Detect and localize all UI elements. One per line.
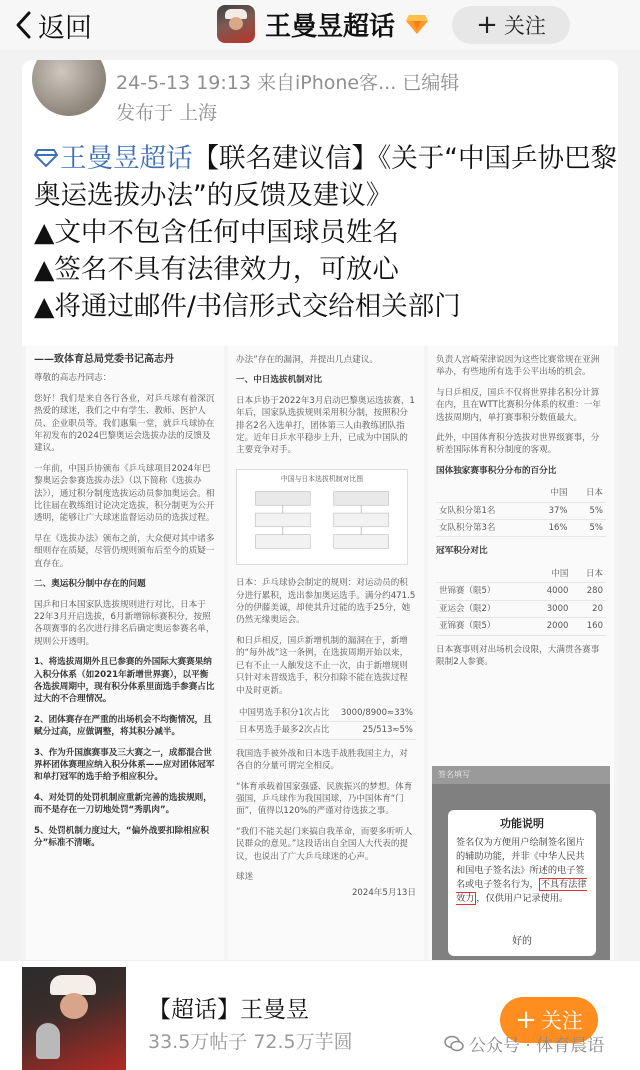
dialog-ok-button: 好的: [512, 935, 532, 947]
comparison-diagram: [236, 469, 408, 565]
letter-page-1: ——致体育总局党委书记高志丹 尊敬的高志丹同志： 您好！我们是来自各行各业，对乒乓球有着深沉热爱的球迷，我们之中有学生、教师、医护人员、企业职员等。我们惠集一堂，就乒乓球协在年初发布的2024巴黎奥运会选拔办法的反馈及建议。 一年前，中国乒协颁布《乒乓球项目2024年巴黎奥运会参赛选拔办法》（以下简称《选拔办法》），通过积分制度选拔运动员参加奥运会。相比往届在教练组讨论决定选拔，积分制更为公开透明，能够让广大球迷监督运动员的选拔过程。 早在《选拔办法》颁布之前，大众便对其中诸多细则存在质疑，尽管仍规则颁布后至今的质疑一直存在。 二、奥运积分制中存在的问题 国乒和日本国家队选拔规则进行对比，日本于22年3月开启选拔，6月新增锦标赛积分，按照各项赛事的名次进行排名后确定奥运参赛名单，规则公开透明。 1、将选拔周期外且已参赛的外国际大赛赛果纳入积分体系（如2021年新增世界赛），以平衡各选拔周期中，现有积分体系里面选手参赛占比过大的不合理情况。 2、团体赛存在严重的出场机会不均衡情况，且赋分过高，应做调整，将其积分减半。 3、作为升国旗赛事及三大赛之一，成都混合世界杯团体赛理应纳入积分体系——应对团体冠军和单打冠军的选手给予相应积分。 4、对处罚的处罚机制应重新完善的选拔规则，而不是存在一刀切地处罚“秀肌肉”。 5、处罚机制力度过大，“偏外战要扣除相应积分”标准不清晰。: [26, 346, 224, 970]
back-label: 返回: [38, 12, 92, 44]
topic-header[interactable]: [217, 5, 429, 43]
follow-topic-button[interactable]: [452, 6, 570, 44]
topic-title: 王曼昱超话: [265, 11, 396, 42]
topic-cover-image: [22, 967, 126, 1070]
post-card: [22, 60, 618, 1070]
follow-label: 关注: [503, 14, 546, 38]
points-share-table: 中国 日本 女队积分第1名 37% 5% 女队积分第3名 16% 5%: [436, 485, 606, 537]
back-button[interactable]: [14, 6, 92, 44]
post-image-letter[interactable]: [22, 346, 618, 970]
post-body: [34, 140, 617, 325]
chevron-left-icon: [14, 10, 32, 40]
follow-label: 关注: [540, 1009, 583, 1033]
diamond-tag-icon: [34, 148, 58, 168]
function-info-dialog: 功能说明 签名仅为方便用户绘制签名图片的辅助功能，并非《中华人民共和国电子签名法》所述的电子签名或电子签名行为， 不具有法律效力 ，仅供用户记录使用。 好的: [448, 810, 596, 956]
post-line-4: ▲签名不具有法律效力，可放心: [34, 254, 399, 285]
wechat-watermark: 公众号 · 体育晨语: [444, 1031, 604, 1056]
topic-footer-bar[interactable]: [0, 960, 640, 1070]
letter-page-3: 负责人宫崎荣津说因为这些比赛常规在亚洲举办，有些地所有选手公平出场的机会。 与日乒相反，国乒不仅将世界排名积分计算在内，且在WTT比赛积分体系的权重：一年选拔周期内，单打赛事积分数值最大。 此外，中国体育积分选拔对世界级赛事，分析差国际体育积分制度的客观。 国体独家赛事积分分布的百分比 中国 日本 女队积分第1名 37% 5% 女队积分第3名 16% 5% 冠军积分对比 中国 日本 世锦赛（限5） 4000 280 亚运会（限2） 3000 20 亚锦赛（限5） 2000 160 日本赛事则对出场机会设限，大满贯各赛事限制2人参赛。 签名填写 功能说明 签名仅为方便用户绘制签名图片的辅助功能，并非《中华人民共和国电子签名法》所述的电子签名或电子签名行为， 不具有法律效力 ，仅供用户记录使用。 好的: [428, 346, 614, 970]
topic-tag-link[interactable]: 王曼昱超话: [34, 143, 193, 174]
signature-screenshot: 签名填写 功能说明 签名仅为方便用户绘制签名图片的辅助功能，并非《中华人民共和国电子签名法》所述的电子签名或电子签名行为， 不具有法律效力 ，仅供用户记录使用。 好的: [432, 766, 610, 966]
footer-topic-stats: 33.5万帖子 72.5万芋圆: [148, 1031, 353, 1053]
topic-avatar: [217, 5, 255, 43]
champion-points-table: 中国 日本 世锦赛（限5） 4000 280 亚运会（限2） 3000 20 亚锦赛（限5） 2000 160: [436, 566, 606, 636]
post-meta: 24-5-13 19:13 来自iPhone客... 已编辑: [116, 72, 460, 94]
letter-page-2: 办法”存在的漏洞，并提出几点建议。 一、中日选拔机制对比 日本乒协于2022年3月启动巴黎奥运选拔赛，1年后，国家队选拔规则采用积分制，按照积分排名2名入选单打，团体第三人由教练团队指定。近年日乒水平稳步上升，已成为中国队的主要竞争对手。 中国与日本选拔机制对比图 日本：乒乓球协会制定的规则：对运动员的积分进行累积，选出参加奥运选手。满分约471.5分的伊藤美诚，却使其升过能的选手25分，她仍然无缘奥运会。 和日乒相反，国乒新增机制的漏洞在于，新增的“每外战”这一条例，在选拔周期开始以来，已有不止一人触发这不止一次，由于新增规则只针对未晋级选手，积分扣除不能在选拔过程中及时更新。 中国男选手积分1次占比 3000/8900≈33% 日本男选手最多2次占比 25/513≈5% 我国选手被外战和日本选手战胜我国主力，对各自的分量可谓完全相反。 “体育承载着国家强盛、民族振兴的梦想。体育强国，乒乓球作为我国国球，乃中国体育“门面”，值得以120%的严谨对待选拔之事。 “我们不能关起门来搞自我革命，而要多听听人民群众的意见。”这段话出自全国人大代表的提议，也说出了广大乒乓球迷的心声。 球迷 2024年5月13日: [228, 346, 424, 970]
post-line-3: ▲文中不包含任何中国球员姓名: [34, 217, 399, 248]
plus-icon: +: [476, 10, 498, 40]
svg-text:中国与日本选拔机制对比图: 中国与日本选拔机制对比图: [280, 474, 364, 483]
post-line-1: 王曼昱超话【联名建议信】《关于“中国乒协巴黎: [34, 140, 614, 177]
post-line-5: ▲将通过邮件/书信形式交给相关部门: [34, 291, 461, 322]
plus-icon: +: [515, 1005, 537, 1035]
post-line-2: 奥运选拔办法”的反馈及建议》: [34, 180, 393, 211]
wechat-icon: [444, 1035, 464, 1053]
post-location: 发布于 上海: [116, 102, 218, 124]
footer-topic-title: 【超话】王曼昱: [148, 997, 309, 1023]
author-avatar[interactable]: [32, 60, 106, 116]
diamond-badge-icon: [405, 13, 429, 35]
highlighted-phrase: 不具有法律效力: [456, 879, 587, 905]
top-nav-bar: [0, 0, 640, 50]
points-ratio-table: 中国男选手积分1次占比 3000/8900≈33% 日本男选手最多2次占比 25/513≈5%: [236, 705, 416, 740]
